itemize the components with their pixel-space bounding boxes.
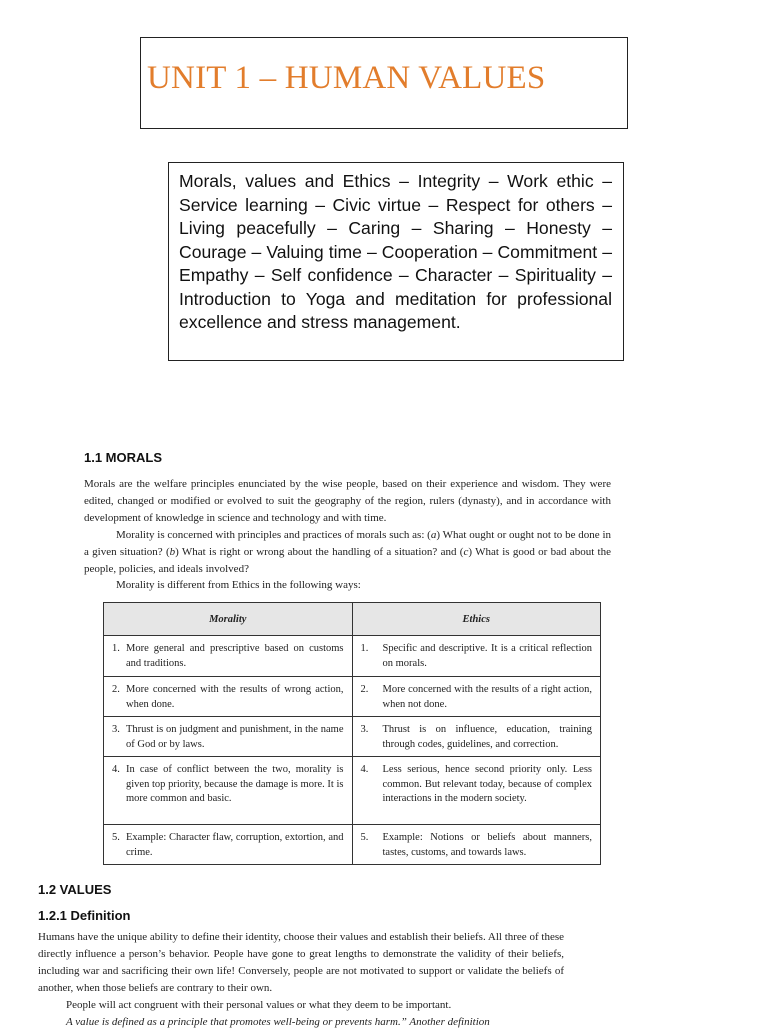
subsection-heading-definition: 1.2.1 Definition: [38, 908, 131, 923]
item-number: 4.: [360, 764, 369, 775]
section-heading-values: 1.2 VALUES: [38, 882, 112, 897]
morals-paragraph-2-label-b: b: [169, 546, 176, 558]
table-row: [104, 636, 601, 677]
cell-text: Thrust is on judgment and punishment, in the name of God or by laws.: [126, 724, 344, 750]
table-cell-ethics: [352, 825, 601, 865]
table-cell-morality: [104, 757, 353, 825]
table-row: [104, 677, 601, 717]
table-cell-morality: [104, 677, 353, 717]
table-header-morality: Morality: [104, 603, 353, 636]
table-row: [104, 717, 601, 757]
cell-text: More general and prescriptive based on customs and traditions.: [126, 643, 344, 669]
cell-text: More concerned with the results of wrong action, when done.: [126, 684, 344, 710]
values-paragraph-3: A value is defined as a principle that promotes well-being or prevents harm.” Another definition: [66, 1016, 490, 1028]
syllabus-text: Morals, values and Ethics – Integrity – Work ethic – Service learning – Civic virtue – Respect for others – Living peacefully – Caring – Sharing – Honesty – Courage – Valuing time – Cooperation – Commitment – Empathy – Self confidence – Character – Spirituality – Introduction to Yoga and meditation for professional excellence and stress management.: [179, 171, 612, 332]
morals-paragraph-2-part-a: Morality is concerned with principles and practices of morals such as: (: [116, 529, 431, 541]
values-paragraph-2: People will act congruent with their personal values or what they deem to be important.: [66, 999, 452, 1011]
morals-paragraph-2-part-c: ) What is right or wrong about the handling of a situation? and (: [175, 546, 464, 558]
item-number: 5.: [360, 832, 369, 843]
morality-vs-ethics-table: [103, 602, 601, 865]
table-cell-morality: [104, 825, 353, 865]
syllabus-box: [168, 162, 624, 361]
item-number: 3.: [360, 724, 369, 735]
morals-paragraph-2-label-c: c: [463, 546, 469, 558]
table-cell-ethics: [352, 717, 601, 757]
morals-paragraph-2-label-a: a: [430, 529, 437, 541]
cell-text: Less serious, hence second priority only. Less common. But relevant today, because of complex interactions in the modern society.: [382, 764, 592, 804]
morals-paragraph-2-part-b: ) What ought or ought not to be done in a given situation? (: [84, 529, 612, 558]
morals-paragraph-1: Morals are the welfare principles enunciated by the wise people, based on their experience and wisdom. They were edited, changed or modified or evolved to suit the geography of the region, rulers (dynasty), and in accordance with development of knowledge in science and technology and with time.: [84, 478, 611, 524]
item-number: 5.: [112, 832, 120, 843]
morals-paragraph-2-part-d: ) What is good or bad about the people, policies, and ideals involved?: [84, 546, 611, 575]
table-cell-ethics: [352, 636, 601, 677]
section-heading-morals: 1.1 MORALS: [84, 450, 163, 465]
cell-text: In case of conflict between the two, morality is given top priority, because the damage is more. It is more common and basic.: [126, 764, 344, 804]
table-cell-morality: [104, 717, 353, 757]
table-header-row: [104, 603, 601, 636]
cell-text: Specific and descriptive. It is a critical reflection on morals.: [382, 643, 592, 669]
values-paragraph-1: Humans have the unique ability to define their identity, choose their values and establish their beliefs. All three of these directly influence a person’s behavior. People have gone to great lengths to demonstrate the validity of their beliefs, including war and sacrificing their own life! Conversely, people are not motivated to support or validate the beliefs of another, when those beliefs are contrary to their own.: [38, 931, 564, 994]
item-number: 2.: [360, 684, 369, 695]
item-number: 3.: [112, 724, 120, 735]
morals-paragraph-2: [84, 527, 611, 578]
morals-paragraph-3: Morality is different from Ethics in the following ways:: [116, 579, 361, 591]
unit-title-box: [140, 37, 628, 129]
item-number: 4.: [112, 764, 120, 775]
cell-text: More concerned with the results of a right action, when not done.: [382, 684, 592, 710]
cell-text: Thrust is on influence, education, training through codes, guidelines, and correction.: [382, 724, 592, 750]
cell-text: Example: Notions or beliefs about manners, tastes, customs, and towards laws.: [382, 832, 592, 858]
table-cell-morality: [104, 636, 353, 677]
table-cell-ethics: [352, 677, 601, 717]
item-number: 1.: [112, 643, 120, 654]
table-row: [104, 825, 601, 865]
table-header-ethics: Ethics: [352, 603, 601, 636]
table-row: [104, 757, 601, 825]
item-number: 2.: [112, 684, 120, 695]
table-cell-ethics: [352, 757, 601, 825]
cell-text: Example: Character flaw, corruption, extortion, and crime.: [126, 832, 344, 858]
item-number: 1.: [360, 643, 369, 654]
unit-title: UNIT 1 – HUMAN VALUES: [147, 60, 546, 96]
